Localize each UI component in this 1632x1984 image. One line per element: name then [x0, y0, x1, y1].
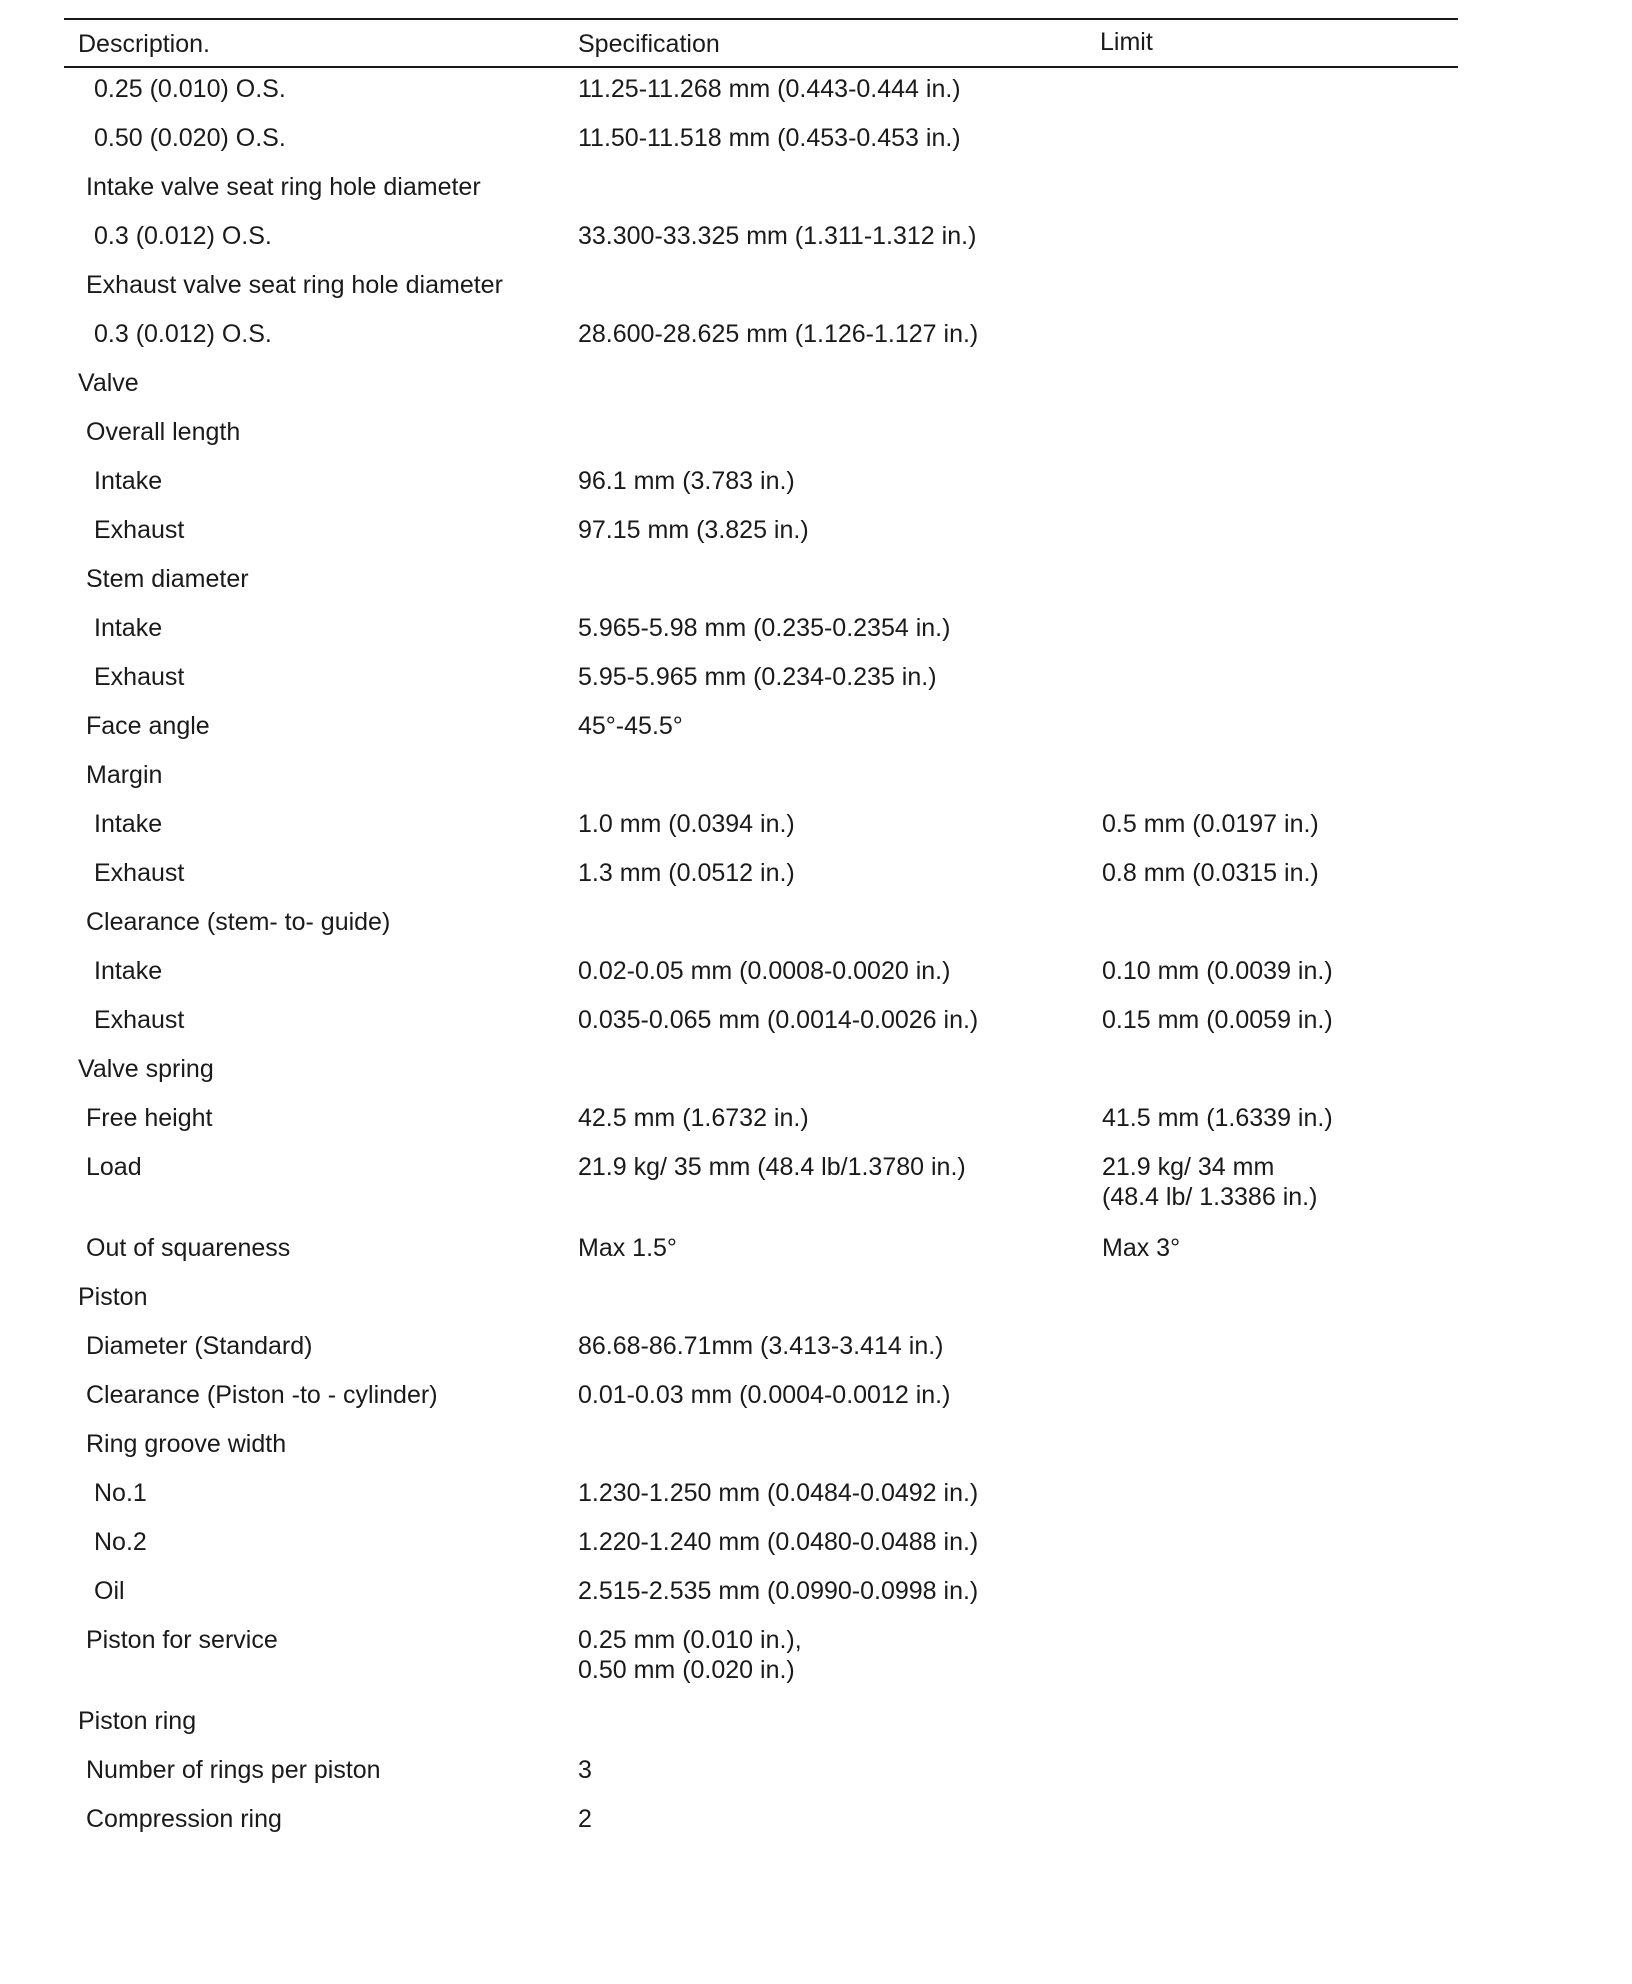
row-description: No.2: [94, 1528, 147, 1556]
table-row: [64, 809, 1458, 858]
table-header: [64, 20, 1458, 66]
row-description: Exhaust valve seat ring hole diameter: [86, 271, 503, 299]
table-row: [64, 1005, 1458, 1054]
row-specification: 45°-45.5°: [578, 712, 683, 740]
row-description: 0.50 (0.020) O.S.: [94, 124, 286, 152]
table-row: [64, 417, 1458, 466]
row-description: Intake: [94, 614, 163, 642]
table-row: [64, 1380, 1458, 1429]
row-specification: Max 1.5°: [578, 1234, 677, 1262]
header-limit: Limit: [1100, 28, 1153, 56]
row-description: Valve: [78, 369, 139, 397]
row-specification: 96.1 mm (3.783 in.): [578, 467, 795, 495]
table-row: [64, 760, 1458, 809]
row-description: Face angle: [86, 712, 210, 740]
table-row: [64, 1429, 1458, 1478]
row-specification: 0.02-0.05 mm (0.0008-0.0020 in.): [578, 957, 951, 985]
row-description: Intake valve seat ring hole diameter: [86, 173, 481, 201]
row-description: Oil: [94, 1577, 125, 1605]
row-description: Clearance (stem- to- guide): [86, 908, 391, 936]
row-specification: 42.5 mm (1.6732 in.): [578, 1104, 809, 1132]
table-row: [64, 662, 1458, 711]
table-row: [64, 515, 1458, 564]
row-description: Intake: [94, 810, 163, 838]
row-specification: 33.300-33.325 mm (1.311-1.312 in.): [578, 222, 977, 250]
table-row: [64, 1527, 1458, 1576]
row-description: Diameter (Standard): [86, 1332, 313, 1360]
row-specification: 1.0 mm (0.0394 in.): [578, 810, 795, 838]
row-description: Margin: [86, 761, 163, 789]
row-description: Valve spring: [78, 1055, 214, 1083]
table-row: [64, 74, 1458, 123]
row-description: Clearance (Piston -to - cylinder): [86, 1381, 438, 1409]
row-specification: 21.9 kg/ 35 mm (48.4 lb/1.3780 in.): [578, 1153, 966, 1181]
row-description: Intake: [94, 467, 163, 495]
table-row: [64, 907, 1458, 956]
table-row: [64, 1282, 1458, 1331]
row-limit: 0.8 mm (0.0315 in.): [1102, 859, 1319, 887]
table-row: [64, 1103, 1458, 1152]
row-specification: 1.220-1.240 mm (0.0480-0.0488 in.): [578, 1528, 979, 1556]
row-description: Number of rings per piston: [86, 1756, 381, 1784]
table-row: [64, 270, 1458, 319]
table-row: [64, 1478, 1458, 1527]
row-description: Piston ring: [78, 1707, 197, 1735]
row-specification: 1.230-1.250 mm (0.0484-0.0492 in.): [578, 1479, 979, 1507]
table-body: [64, 68, 1458, 1853]
row-specification: 2: [578, 1805, 592, 1833]
table-row: [64, 956, 1458, 1005]
row-specification: 11.50-11.518 mm (0.453-0.453 in.): [578, 124, 961, 152]
row-specification: 5.95-5.965 mm (0.234-0.235 in.): [578, 663, 937, 691]
row-specification: 5.965-5.98 mm (0.235-0.2354 in.): [578, 614, 951, 642]
table-row: [64, 1054, 1458, 1103]
table-row: [64, 123, 1458, 172]
row-description: Load: [86, 1153, 142, 1181]
row-description: 0.3 (0.012) O.S.: [94, 222, 272, 250]
table-row: [64, 1576, 1458, 1625]
table-row: [64, 1706, 1458, 1755]
row-description: No.1: [94, 1479, 147, 1507]
row-description: Free height: [86, 1104, 213, 1132]
row-description: Stem diameter: [86, 565, 249, 593]
row-description: Exhaust: [94, 1006, 185, 1034]
row-specification: 11.25-11.268 mm (0.443-0.444 in.): [578, 75, 961, 103]
row-description: 0.25 (0.010) O.S.: [94, 75, 286, 103]
row-description: Overall length: [86, 418, 241, 446]
row-limit: 21.9 kg/ 34 mm (48.4 lb/ 1.3386 in.): [1102, 1153, 1318, 1211]
row-description: Exhaust: [94, 516, 185, 544]
row-specification: 0.25 mm (0.010 in.), 0.50 mm (0.020 in.): [578, 1626, 802, 1684]
table-row: [64, 1804, 1458, 1853]
row-description: Out of squareness: [86, 1234, 291, 1262]
table-row: [64, 368, 1458, 417]
row-specification: 1.3 mm (0.0512 in.): [578, 859, 795, 887]
row-specification: 86.68-86.71mm (3.413-3.414 in.): [578, 1332, 944, 1360]
table-row: [64, 1152, 1458, 1233]
row-specification: 0.01-0.03 mm (0.0004-0.0012 in.): [578, 1381, 951, 1409]
table-row: [64, 1755, 1458, 1804]
table-row: [64, 564, 1458, 613]
row-description: Ring groove width: [86, 1430, 287, 1458]
table-row: [64, 1331, 1458, 1380]
row-specification: 2.515-2.535 mm (0.0990-0.0998 in.): [578, 1577, 979, 1605]
table-row: [64, 711, 1458, 760]
row-description: Piston: [78, 1283, 148, 1311]
row-limit: 0.5 mm (0.0197 in.): [1102, 810, 1319, 838]
row-limit: 0.15 mm (0.0059 in.): [1102, 1006, 1333, 1034]
row-description: 0.3 (0.012) O.S.: [94, 320, 272, 348]
row-description: Exhaust: [94, 663, 185, 691]
row-description: Piston for service: [86, 1626, 278, 1654]
spec-table: [64, 18, 1458, 1853]
table-row: [64, 1625, 1458, 1706]
table-row: [64, 221, 1458, 270]
row-description: Exhaust: [94, 859, 185, 887]
table-row: [64, 1233, 1458, 1282]
row-description: Intake: [94, 957, 163, 985]
row-limit: Max 3°: [1102, 1234, 1181, 1262]
table-row: [64, 172, 1458, 221]
header-specification: Specification: [578, 30, 720, 58]
row-specification: 28.600-28.625 mm (1.126-1.127 in.): [578, 320, 979, 348]
row-description: Compression ring: [86, 1805, 282, 1833]
row-limit: 0.10 mm (0.0039 in.): [1102, 957, 1333, 985]
row-specification: 97.15 mm (3.825 in.): [578, 516, 809, 544]
table-row: [64, 858, 1458, 907]
row-specification: 0.035-0.065 mm (0.0014-0.0026 in.): [578, 1006, 979, 1034]
header-description: Description.: [78, 30, 210, 58]
row-limit: 41.5 mm (1.6339 in.): [1102, 1104, 1333, 1132]
table-row: [64, 319, 1458, 368]
table-row: [64, 466, 1458, 515]
table-row: [64, 613, 1458, 662]
row-specification: 3: [578, 1756, 592, 1784]
